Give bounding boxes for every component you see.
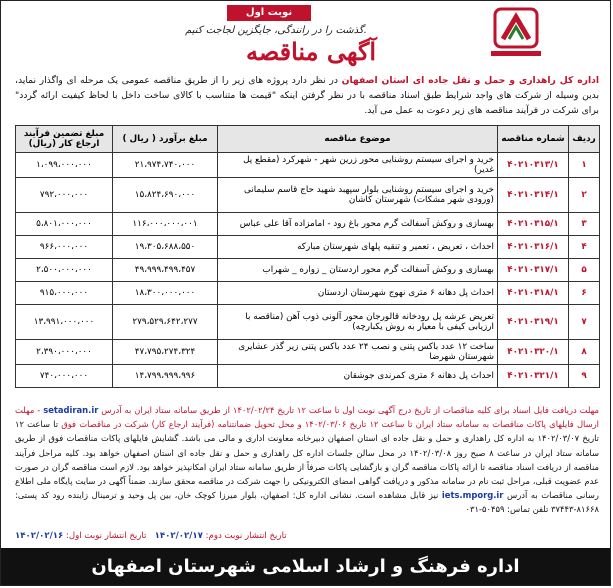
tender-guarantee: ۷۹۲،۰۰۰،۰۰۰: [16, 178, 113, 213]
row-index: ۷: [569, 305, 600, 340]
tender-subject: تعریض عرشه پل رودخانه قالورجان محور آلونی ذوب آهن (مناقصه با ارزیابی کیفی با معیار به روش یکبارچه): [218, 305, 498, 340]
tender-guarantee: ۵،۸۰۱،۰۰۰،۰۰۰: [16, 213, 113, 236]
notes-address: نشانی اداره کل: اصفهان، بلوار میرزا کوچک خان، بین پل وحید و ترمینال زاینده رود کد پستی: ۸۱۶۶۸-۳۷۴۴۳ تلفن تماس: ۵۰۴۵۹-۰۳۱: [15, 490, 599, 515]
tender-notes: [15, 403, 599, 517]
row-index: ۹: [569, 365, 600, 388]
tender-estimate: ۱۵،۸۲۴،۶۹۰،۰۰۰: [113, 178, 218, 213]
tender-guarantee: ۱،۰۹۹،۰۰۰،۰۰۰: [16, 153, 113, 178]
tender-number: ۴۰۲۱۰۳۱۸/۱: [498, 282, 569, 305]
publication-dates: [15, 531, 599, 541]
tender-subject: خرید و اجرای سیستم روشنایی بلوار سپهبد شهید حاج قاسم سلیمانی (ورودی شهر مشکات) شهرستان کاشان: [218, 178, 498, 213]
notes-deadline-download: مهلت دریافت فایل اسناد برای کلیه مناقصات از تاریخ درج آگهی نوبت اول تا ساعت ۱۲ تاریخ ۱۴۰۲/۰۲/۲۴ از طریق سامانه ستاد ایران به آدرس: [101, 405, 599, 415]
tender-estimate: ۴۷،۷۹۵،۲۷۴،۳۲۴: [113, 340, 218, 365]
table-row: [16, 236, 600, 259]
tender-subject: خرید و اجرای سیستم روشنایی محور زرین شهر - شهرکرد (مقطع پل غدیر): [218, 153, 498, 178]
tender-subject: احداث پل دهانه ۶ متری نهوج شهرستان اردستان: [218, 282, 498, 305]
tender-subject: ساخت ۱۲ عدد باکس پتنی و نصب ۲۴ عدد باکس پتنی زیر گذر عشایری شهرستان شهرضا: [218, 340, 498, 365]
row-index: ۲: [569, 178, 600, 213]
header-guarantee: مبلغ تضمین فرآیند ارجاع کار (ریال): [16, 126, 113, 153]
row-index: ۶: [569, 282, 600, 305]
footer-banner: اداره فرهنگ و ارشاد اسلامی شهرستان اصفهان: [1, 548, 610, 585]
first-publication-label: تاریخ انتشار نوبت اول:: [65, 531, 147, 541]
tender-number: ۴۰۲۱۰۳۲۰/۱: [498, 340, 569, 365]
header-subject: موضوع مناقصه: [218, 126, 498, 153]
tender-subject: احداث ، تعریض ، تعمیر و تنقیه پلهای شهرستان مبارکه: [218, 236, 498, 259]
row-index: ۴: [569, 236, 600, 259]
table-row: [16, 340, 600, 365]
tender-subject: احداث پل دهانه ۶ متری کمرندی جوشقان: [218, 365, 498, 388]
tender-guarantee: ۱۳،۹۹۱،۰۰۰،۰۰۰: [16, 305, 113, 340]
tender-estimate: ۱۴،۷۹۹،۹۹۹،۹۹۶: [113, 365, 218, 388]
notes-deadline-submit: - مهلت ارسال فایلهای پاکات مناقصات به سامانه ستاد ایران تا ساعت ۱۲ تاریخ ۱۴۰۲/۰۳/۰۶ و محل تحویل ضمانتنامه (فرآیند ارجاع کار) شرکت در مناقصات فوق: [15, 405, 599, 430]
organization-name: اداره کل راهداری و حمل و نقل جاده ای استان اصفهان: [341, 75, 599, 86]
tender-guarantee: ۹۱۵،۰۰۰،۰۰۰: [16, 282, 113, 305]
tender-guarantee: ۲،۳۹۰،۰۰۰،۰۰۰: [16, 340, 113, 365]
first-publication-badge: نوبت اول: [227, 5, 311, 21]
tender-guarantee: ۲،۵۰۰،۰۰۰،۰۰۰: [16, 259, 113, 282]
notes-tail: نیز قابل مشاهده است.: [355, 490, 439, 501]
page-title: آگهی مناقصه: [245, 37, 377, 66]
table-row: [16, 282, 600, 305]
row-index: ۵: [569, 259, 600, 282]
first-publication-date: ۱۴۰۲/۰۲/۱۶: [15, 531, 64, 541]
intro-body: در نظر دارد پروژه های زیر را از طریق مناقصه عمومی یک مرحله ای واگذار نماید، بدین وسیله از شرکت های واجد شرایط طبق اسناد مناقصه با در نظر گرفتن اینکه "قیمت ها متناسب با کالای ساخت داخل با لحاظ کیفیت ارائه گردد" برای شرکت در فرآیند مناقصه های زیر دعوت به عمل می آید.: [15, 75, 599, 116]
tender-number: ۴۰۲۱۰۳۱۵/۱: [498, 213, 569, 236]
header-row: ردیف: [569, 126, 600, 153]
safety-slogan: گذشت را در رانندگی، جایگزین لجاجت کنیم.: [185, 25, 367, 36]
tender-number: ۴۰۲۱۰۳۱۹/۱: [498, 305, 569, 340]
tender-subject: بهسازی و روکش آسفالت گرم محور باغ رود - امامزاده آقا علی عباس: [218, 213, 498, 236]
header-number: شماره مناقصه: [498, 126, 569, 153]
tender-number: ۴۰۲۱۰۳۱۶/۱: [498, 236, 569, 259]
tender-estimate: ۱۱۶،۰۰۰،۰۰۰،۰۰۱: [113, 213, 218, 236]
table-row: [16, 153, 600, 178]
tender-guarantee: ۹۶۶،۰۰۰،۰۰۰: [16, 236, 113, 259]
second-publication-label: تاریخ انتشار نوبت دوم:: [205, 531, 287, 541]
notes-body: تا ساعت ۱۲ تاریخ ۱۴۰۲/۰۳/۰۷ به اداره کل راهداری و حمل و نقل جاده ای استان اصفهان دبیرخانه معاونت اداری و مالی می باشد. گشایش فایلهای پاکات مناقصات فوق از طریق سامانه ستاد ایران در ساعت ۸ صبح روز ۱۴۰۲/۰۳/۰۸ در محل سالن جلسات اداره کل راهداری و حمل و نقل جاده ای استان اصفهان خواهد بود. کلیه مراحل فرآیند مناقصه از دریافت اسناد مناقصه تا ارائه پاکات مناقصه گران و بازگشایی پاکات صرفاً از طریق سامانه ستاد ایران امکانپذیر خواهد بود. لازم است مناقصه گران در صورت عدم عضویت قبلی، مراحل ثبت نام در سامانه مذکور و دریافت گواهی امضای الکترونیکی را جهت شرکت در مناقصه محقق سازند. ضمناً آگهی در سایت پایگاه ملی اطلاع رسانی مناقصات به آدرس: [15, 419, 600, 501]
tender-subject: بهسازی و روکش آسفالت گرم محور اردستان _ زواره _ شهراب: [218, 259, 498, 282]
setadiran-link[interactable]: setadiran.ir: [43, 405, 99, 415]
row-index: ۸: [569, 340, 600, 365]
header-estimate: مبلغ برآورد ( ریال ): [113, 126, 218, 153]
row-index: ۱: [569, 153, 600, 178]
table-row: [16, 305, 600, 340]
second-publication-date: ۱۴۰۲/۰۲/۱۷: [154, 531, 203, 541]
tender-estimate: ۲۱،۹۷۴،۷۴۰،۰۰۰: [113, 153, 218, 178]
iets-link[interactable]: iets.mporg.ir: [441, 490, 504, 501]
tender-table-header: [16, 126, 600, 153]
tender-guarantee: ۷۴۰،۰۰۰،۰۰۰: [16, 365, 113, 388]
tender-number: ۴۰۲۱۰۳۲۱/۱: [498, 365, 569, 388]
intro-paragraph: [15, 73, 599, 118]
table-row: [16, 259, 600, 282]
row-index: ۳: [569, 213, 600, 236]
tender-estimate: ۲۷۹،۵۲۹،۶۴۲،۲۷۷: [113, 305, 218, 340]
tender-estimate: ۱۹،۳۰۵،۶۸۸،۵۵۰: [113, 236, 218, 259]
tender-number: ۴۰۲۱۰۳۱۳/۱: [498, 153, 569, 178]
tender-number: ۴۰۲۱۰۳۱۷/۱: [498, 259, 569, 282]
rahdari-logo-icon: [481, 7, 551, 59]
tender-table: [15, 125, 600, 388]
tender-estimate: ۴۹،۹۹۹،۴۹۹،۴۵۷: [113, 259, 218, 282]
table-row: [16, 178, 600, 213]
tender-number: ۴۰۲۱۰۳۱۴/۱: [498, 178, 569, 213]
table-row: [16, 365, 600, 388]
table-row: [16, 213, 600, 236]
tender-estimate: ۱۸،۳۰۰،۰۰۰،۰۰۰: [113, 282, 218, 305]
